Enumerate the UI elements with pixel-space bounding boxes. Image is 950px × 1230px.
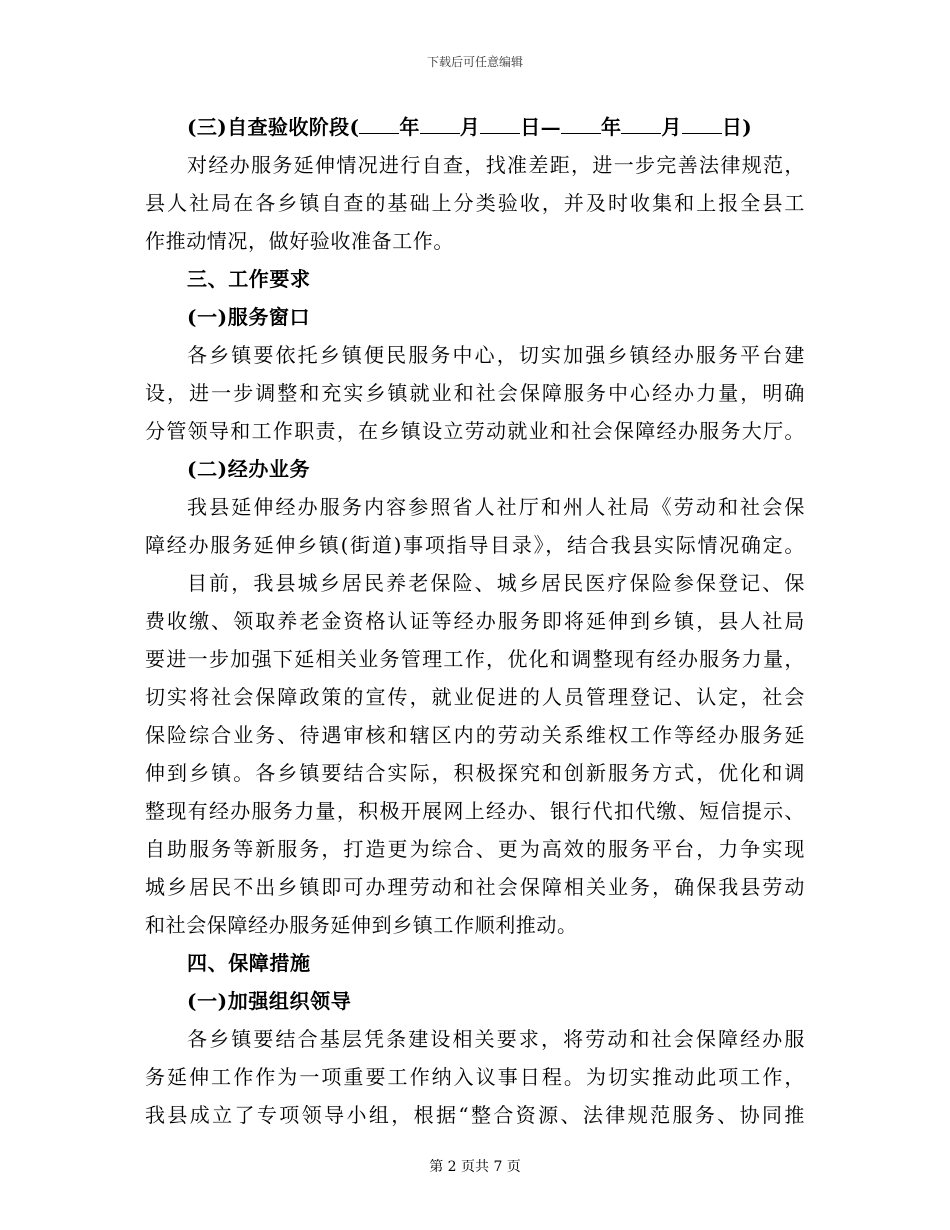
- section-title-self-check: [145, 108, 805, 146]
- paragraph-line: 和社会保障经办服务延伸到乡镇工作顺利推动。: [145, 913, 578, 937]
- paragraph-line: 我县成立了专项领导小组，根据“整合资源、法律规范服务、协同推: [145, 1103, 805, 1127]
- blank-field: [621, 115, 661, 134]
- page-header-note: 下载后可任意编辑: [426, 55, 523, 69]
- month-label: 月: [661, 115, 682, 139]
- paragraph-line: 作推动情况，做好验收准备工作。: [145, 229, 454, 253]
- paragraph-line: 城乡居民不出乡镇即可办理劳动和社会保障相关业务，确保我县劳动: [145, 875, 805, 899]
- day-label: 日—: [520, 115, 562, 139]
- paragraph-line: 保险综合业务、待遇审核和辖区内的劳动关系维权工作等经办服务延: [145, 723, 805, 747]
- paragraph-line: 县人社局在各乡镇自查的基础上分类验收，并及时收集和上报全县工: [145, 191, 805, 215]
- paragraph-line: 切实将社会保障政策的宣传，就业促进的人员管理登记、认定，社会: [145, 685, 805, 709]
- paragraph-line: 务延伸工作作为一项重要工作纳入议事日程。为切实推动此项工作，: [145, 1065, 805, 1089]
- heading-work-requirements: 三、工作要求: [187, 267, 311, 291]
- subheading-leadership: (一)加强组织领导: [187, 989, 352, 1013]
- paragraph-line: 要进一步加强下延相关业务管理工作，优化和调整现有经办服务力量，: [145, 647, 805, 671]
- blank-field: [561, 115, 601, 134]
- paragraph-line: 我县延伸经办服务内容参照省人社厅和州人社局《劳动和社会保: [187, 495, 805, 519]
- month-label: 月: [459, 115, 481, 139]
- paragraph-line: 各乡镇要依托乡镇便民服务中心，切实加强乡镇经办服务平台建: [187, 343, 805, 367]
- year-label: 年: [601, 115, 622, 139]
- paragraph-line: 设，进一步调整和充实乡镇就业和社会保障服务中心经办力量，明确: [145, 381, 805, 405]
- day-label: 日): [721, 115, 753, 139]
- paragraph-line: 障经办服务延伸乡镇(街道)事项指导目录》，结合我县实际情况确定。: [145, 533, 805, 557]
- page-number: 第 2 页共 7 页: [429, 1159, 521, 1175]
- title-prefix: (三)自查验收阶段(: [187, 115, 360, 139]
- blank-field: [359, 115, 399, 134]
- paragraph-line: 费收缴、领取养老金资格认证等经办服务即将延伸到乡镇，县人社局: [145, 609, 805, 633]
- blank-field: [682, 115, 722, 134]
- paragraph-line: 对经办服务延伸情况进行自查，找准差距，进一步完善法律规范，: [187, 153, 805, 177]
- paragraph-line: 各乡镇要结合基层凭条建设相关要求，将劳动和社会保障经办服: [187, 1027, 805, 1051]
- paragraph-line: 自助服务等新服务，打造更为综合、更为高效的服务平台，力争实现: [145, 837, 805, 861]
- subheading-business: (二)经办业务: [187, 457, 311, 481]
- subheading-service-window: (一)服务窗口: [187, 305, 311, 329]
- paragraph-line: 整现有经办服务力量，积极开展网上经办、银行代扣代缴、短信提示、: [145, 799, 805, 823]
- paragraph-line: 分管领导和工作职责，在乡镇设立劳动就业和社会保障经办服务大厅。: [145, 419, 805, 443]
- document-body: [145, 108, 805, 1134]
- paragraph-line: 伸到乡镇。各乡镇要结合实际，积极探究和创新服务方式，优化和调: [145, 761, 805, 785]
- paragraph-line: 目前，我县城乡居民养老保险、城乡居民医疗保险参保登记、保: [187, 571, 805, 595]
- heading-safeguards: 四、保障措施: [187, 951, 311, 975]
- blank-field: [480, 115, 520, 134]
- year-label: 年: [399, 115, 420, 139]
- blank-field: [420, 115, 460, 134]
